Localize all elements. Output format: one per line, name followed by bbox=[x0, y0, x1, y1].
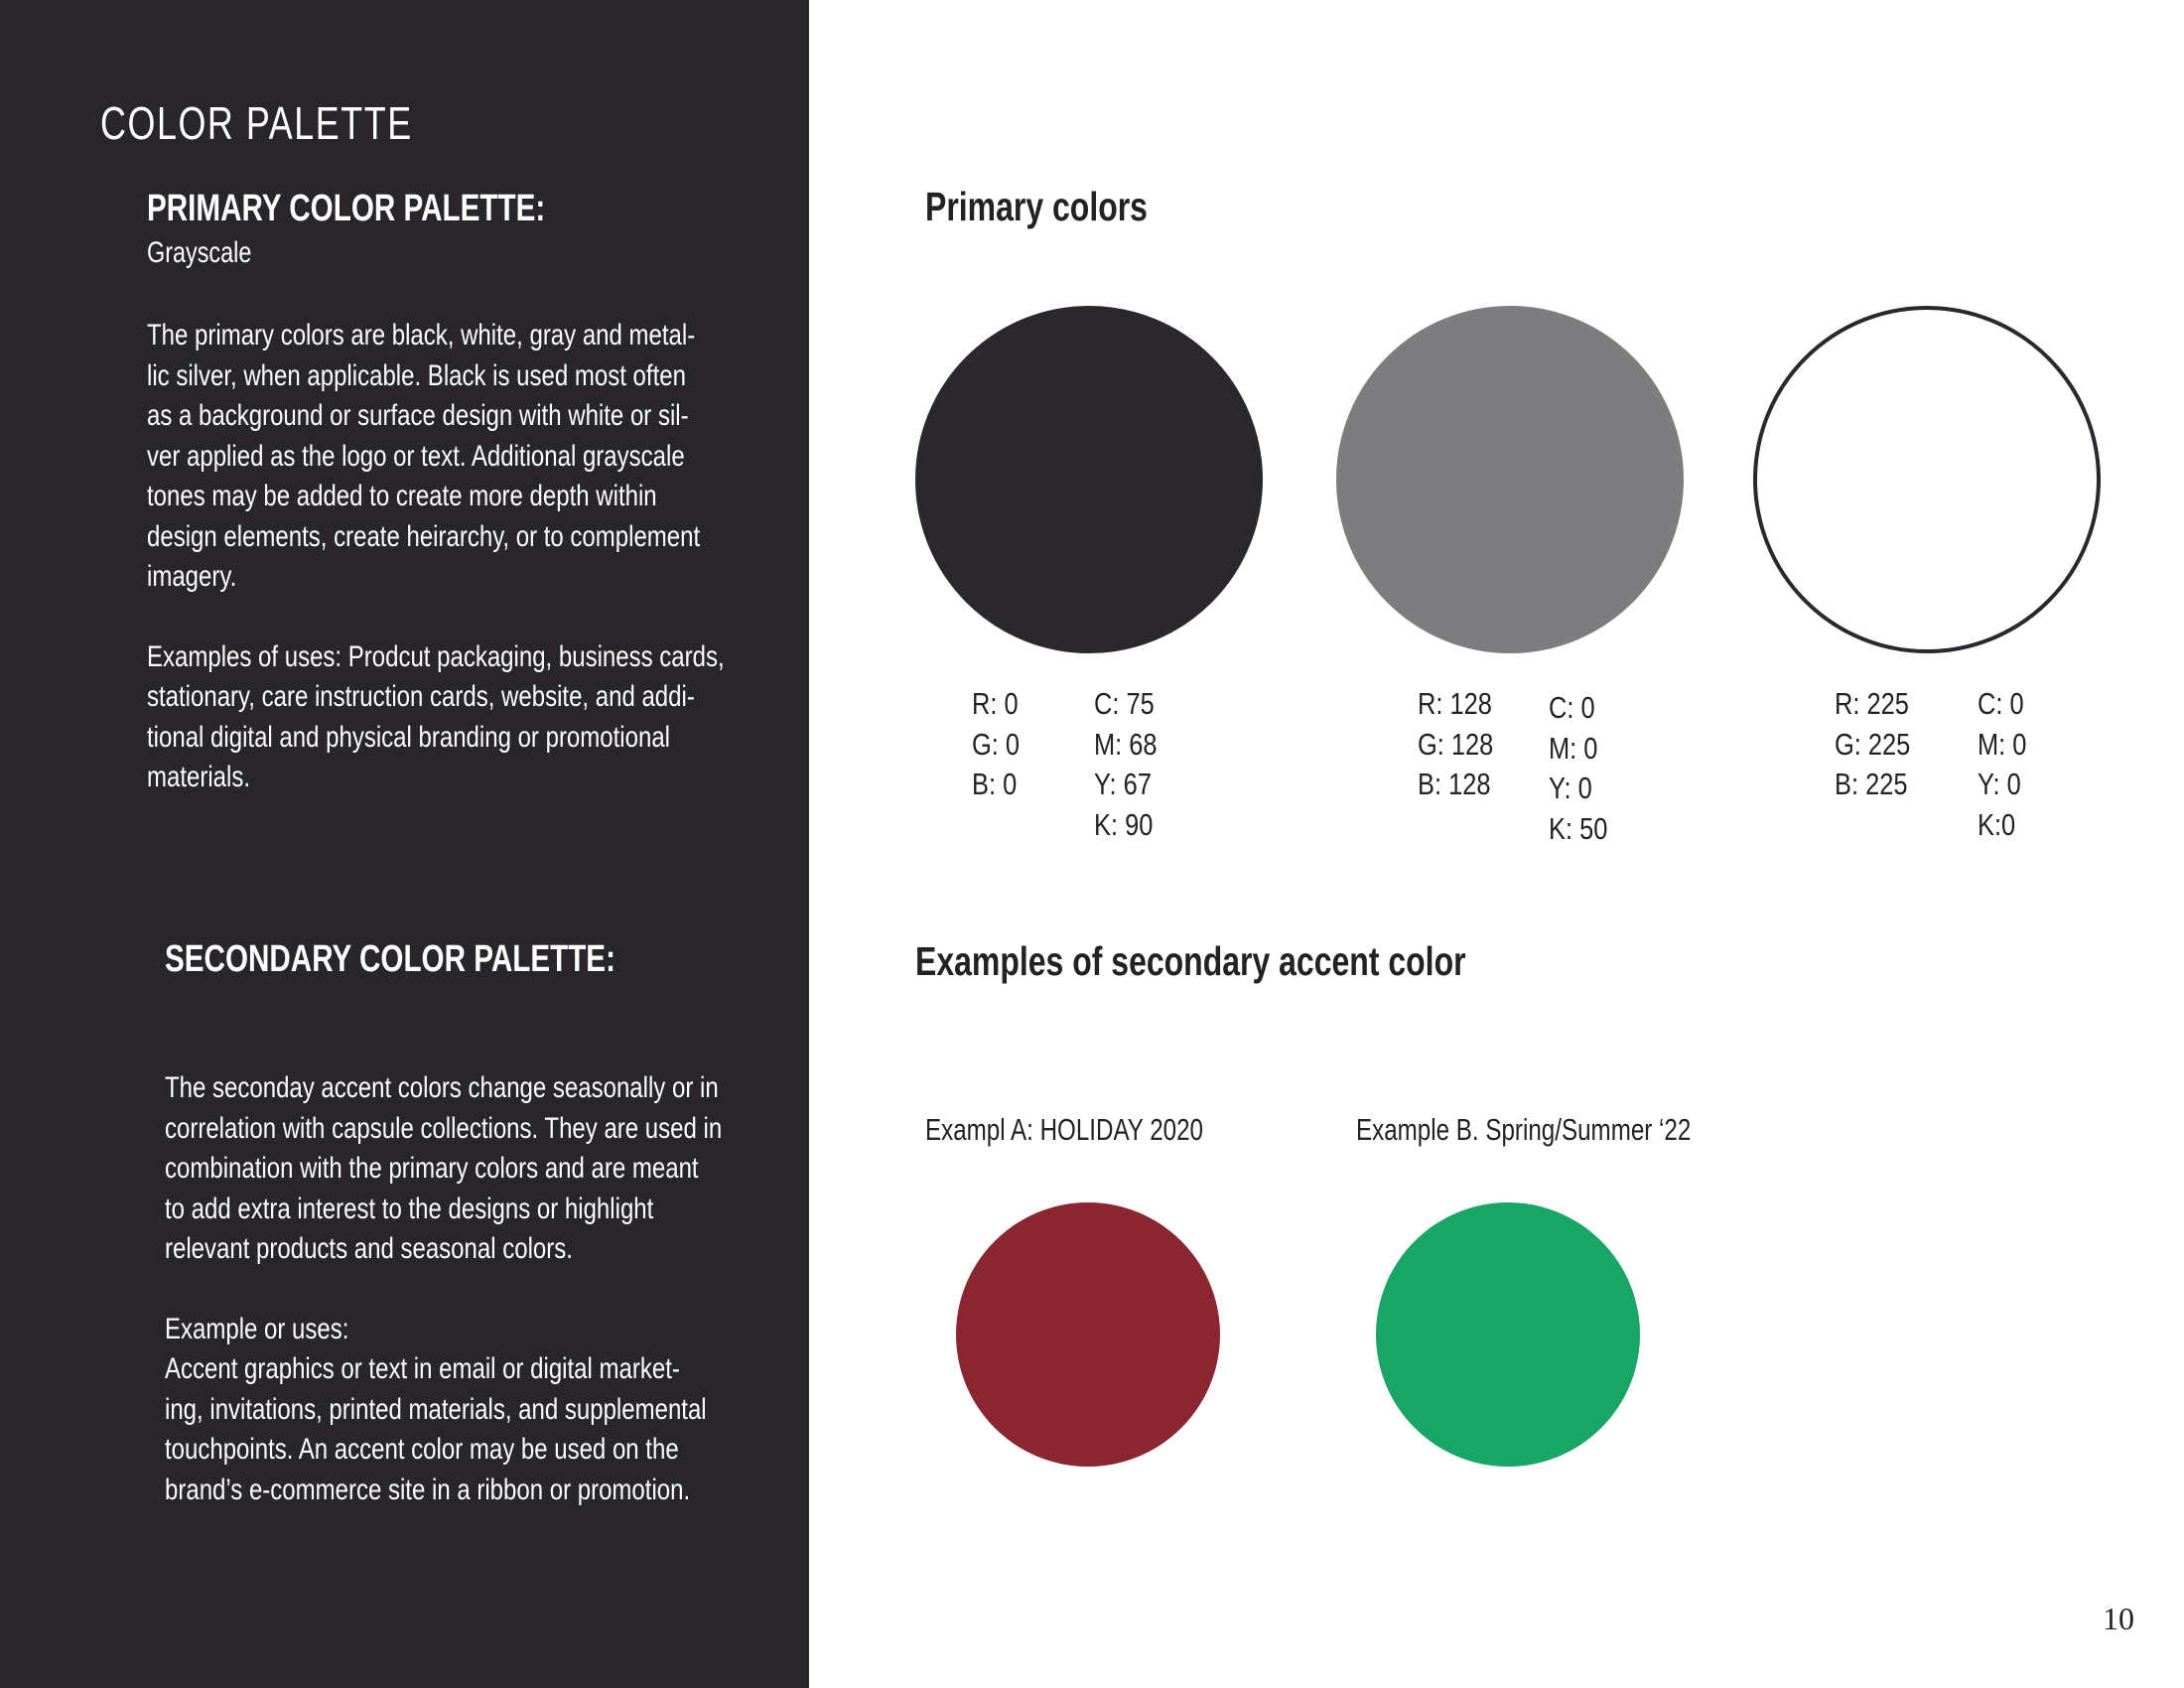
example-b-label bbox=[1356, 1112, 1785, 1148]
text-line: combination with the primary colors and are meant bbox=[165, 1152, 699, 1185]
paragraph-gap bbox=[147, 598, 869, 637]
gray-cmyk-values bbox=[1549, 688, 1620, 849]
grayscale-label-text: Grayscale bbox=[147, 236, 252, 269]
holiday-red-swatch bbox=[956, 1202, 1220, 1467]
spec-value: B: 128 bbox=[1418, 767, 1491, 801]
grayscale-label bbox=[147, 236, 281, 270]
secondary-paragraph-1 bbox=[165, 1068, 861, 1270]
spec-value: C: 0 bbox=[1549, 690, 1595, 725]
black-cmyk-values bbox=[1094, 684, 1171, 845]
secondary-paragraph-2 bbox=[165, 1310, 861, 1511]
primary-paragraph-1 bbox=[147, 316, 869, 598]
spec-value: Y: 0 bbox=[1978, 767, 2021, 801]
text-line: relevant products and seasonal colors. bbox=[165, 1232, 573, 1265]
text-line: Examples of uses: Prodcut packaging, business cards, bbox=[147, 639, 725, 673]
text-line: correlation with capsule collections. They are used in bbox=[165, 1111, 723, 1145]
text-line: Example or uses: bbox=[165, 1312, 349, 1345]
example-a-label bbox=[925, 1112, 1282, 1148]
secondary-palette-heading-text: SECONDARY COLOR PALETTE: bbox=[165, 938, 615, 980]
example-a-label-text: Exampl A: HOLIDAY 2020 bbox=[925, 1112, 1204, 1147]
gray-rgb-values bbox=[1418, 684, 1510, 805]
spec-value: G: 0 bbox=[972, 726, 1021, 762]
text-line: as a background or surface design with white or sil- bbox=[147, 399, 689, 432]
text-line: touchpoints. An accent color may be used on the bbox=[165, 1433, 679, 1466]
gray-swatch bbox=[1336, 306, 1684, 653]
primary-palette-heading bbox=[147, 188, 657, 230]
text-line: materials. bbox=[147, 761, 251, 793]
black-rgb-values bbox=[972, 684, 1030, 805]
text-line: ing, invitations, printed materials, and supplemental bbox=[165, 1392, 707, 1426]
page-title-text: COLOR PALETTE bbox=[100, 97, 413, 149]
white-rgb-values bbox=[1835, 684, 1927, 805]
secondary-description bbox=[165, 1068, 861, 1510]
spec-value: B: 225 bbox=[1835, 767, 1908, 801]
spec-value: C: 75 bbox=[1094, 686, 1155, 721]
primary-description bbox=[147, 316, 869, 798]
text-line: to add extra interest to the designs or highlight bbox=[165, 1192, 654, 1225]
spec-value: M: 0 bbox=[1978, 726, 2027, 762]
left-panel bbox=[0, 0, 809, 1688]
text-line: lic silver, when applicable. Black is used most often bbox=[147, 358, 686, 392]
spring-green-swatch bbox=[1376, 1202, 1640, 1467]
page-number: 10 bbox=[2103, 1601, 2134, 1636]
paragraph-gap bbox=[165, 1270, 861, 1310]
spec-value: Y: 67 bbox=[1094, 767, 1152, 801]
text-line: The seconday accent colors change seasonally or in bbox=[165, 1071, 719, 1104]
secondary-colors-heading bbox=[915, 938, 1621, 985]
spec-value: Y: 0 bbox=[1549, 771, 1592, 805]
spec-value: K:0 bbox=[1978, 806, 2016, 842]
text-line: Accent graphics or text in email or digital market- bbox=[165, 1352, 680, 1385]
text-line: design elements, create heirarchy, or to complement bbox=[147, 519, 701, 553]
example-b-label-text: Example B. Spring/Summer ‘22 bbox=[1356, 1112, 1692, 1147]
spec-value: C: 0 bbox=[1978, 686, 2024, 721]
primary-colors-heading-text: Primary colors bbox=[925, 184, 1148, 229]
spec-value: B: 0 bbox=[972, 767, 1018, 801]
white-swatch bbox=[1753, 306, 2101, 653]
spec-value: R: 225 bbox=[1835, 686, 1909, 721]
secondary-palette-heading bbox=[165, 938, 743, 981]
white-cmyk-values bbox=[1978, 684, 2037, 845]
text-line: imagery. bbox=[147, 560, 237, 593]
text-line: stationary, care instruction cards, website, and addi- bbox=[147, 680, 695, 713]
spec-value: R: 0 bbox=[972, 686, 1019, 721]
spec-value: K: 90 bbox=[1094, 806, 1154, 842]
primary-paragraph-2 bbox=[147, 637, 869, 798]
page-title bbox=[100, 96, 500, 150]
spec-value: M: 0 bbox=[1549, 730, 1598, 766]
secondary-colors-heading-text: Examples of secondary accent color bbox=[915, 938, 1466, 984]
text-line: tional digital and physical branding or promotional bbox=[147, 720, 670, 754]
black-swatch bbox=[915, 306, 1263, 653]
spec-value: K: 50 bbox=[1549, 810, 1608, 846]
spec-value: G: 225 bbox=[1835, 726, 1911, 762]
spec-value: M: 68 bbox=[1094, 726, 1158, 762]
text-line: The primary colors are black, white, gray and metal- bbox=[147, 319, 696, 352]
spec-value: R: 128 bbox=[1418, 686, 1492, 721]
spec-value: G: 128 bbox=[1418, 726, 1494, 762]
text-line: brand’s e-commerce site in a ribbon or promotion. bbox=[165, 1473, 691, 1506]
text-line: tones may be added to create more depth within bbox=[147, 480, 657, 512]
primary-colors-heading bbox=[925, 184, 1210, 230]
primary-palette-heading-text: PRIMARY COLOR PALETTE: bbox=[147, 188, 546, 229]
text-line: ver applied as the logo or text. Additional grayscale bbox=[147, 439, 685, 473]
